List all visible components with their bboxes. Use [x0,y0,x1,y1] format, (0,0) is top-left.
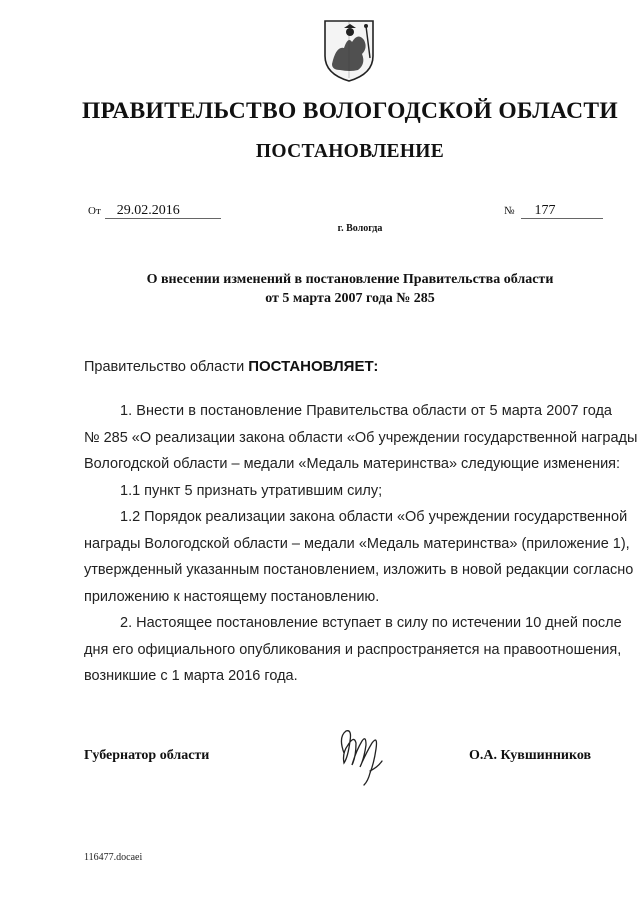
paragraph-1-2-line: 1.2 Порядок реализации закона области «Об учреждении государственной [120,509,628,525]
paragraph-2-line: 2. Настоящее постановление вступает в силу по истечении 10 дней после [120,615,622,631]
handwritten-signature-icon [334,723,390,789]
paragraph-2-line: дня его официального опубликования и распространяется на правоотношения, [84,641,622,658]
city-label: г. Вологда [337,223,383,234]
number-prefix: № [504,205,515,217]
signer-name: О.А. Кувшинников [469,748,592,763]
paragraph-1-2-line: награды Вологодской области – медали «Медаль материнства» (приложение 1), [84,535,630,552]
paragraph-1-2-line: приложению к настоящему постановлению. [84,588,380,605]
paragraph-2-line: возникшие с 1 марта 2016 года. [84,668,298,684]
paragraph-1 [84,398,638,478]
paragraph-1-1 [84,478,612,505]
paragraph-1-line: № 285 «О реализации закона области «Об учреждении государственной награды [84,429,638,446]
document-date [88,203,221,219]
organization-title: ПРАВИТЕЛЬСТВО ВОЛОГОДСКОЙ ОБЛАСТИ [82,98,618,124]
file-code: 116477.docaei [84,852,143,863]
decree-word: ПОСТАНОВЛЯЕТ: [248,358,379,375]
signer-title: Губернатор области [84,748,210,763]
document-type-title: ПОСТАНОВЛЕНИЕ [255,141,445,162]
document-number [504,203,603,219]
document-subject [70,270,630,308]
paragraph-2 [84,610,622,690]
paragraph-1-2 [84,504,634,610]
decree-line [84,358,612,375]
vologda-coat-of-arms-icon [322,18,376,84]
subject-line-2: от 5 марта 2007 года № 285 [265,291,435,306]
paragraph-1-line: 1. Внести в постановление Правительства области от 5 марта 2007 года [120,403,612,419]
date-value: 29.02.2016 [105,204,221,219]
decree-prefix: Правительство области [84,359,245,375]
number-value: 177 [521,204,603,219]
date-prefix: От [88,205,101,217]
subject-line-1: О внесении изменений в постановление Правительства области [146,272,554,287]
paragraph-1-1-line: 1.1 пункт 5 признать утратившим силу; [120,483,383,499]
paragraph-1-line: Вологодской области – медали «Медаль материнства» следующие изменения: [84,456,621,472]
paragraph-1-2-line: утвержденный указанным постановлением, изложить в новой редакции согласно [84,562,634,578]
